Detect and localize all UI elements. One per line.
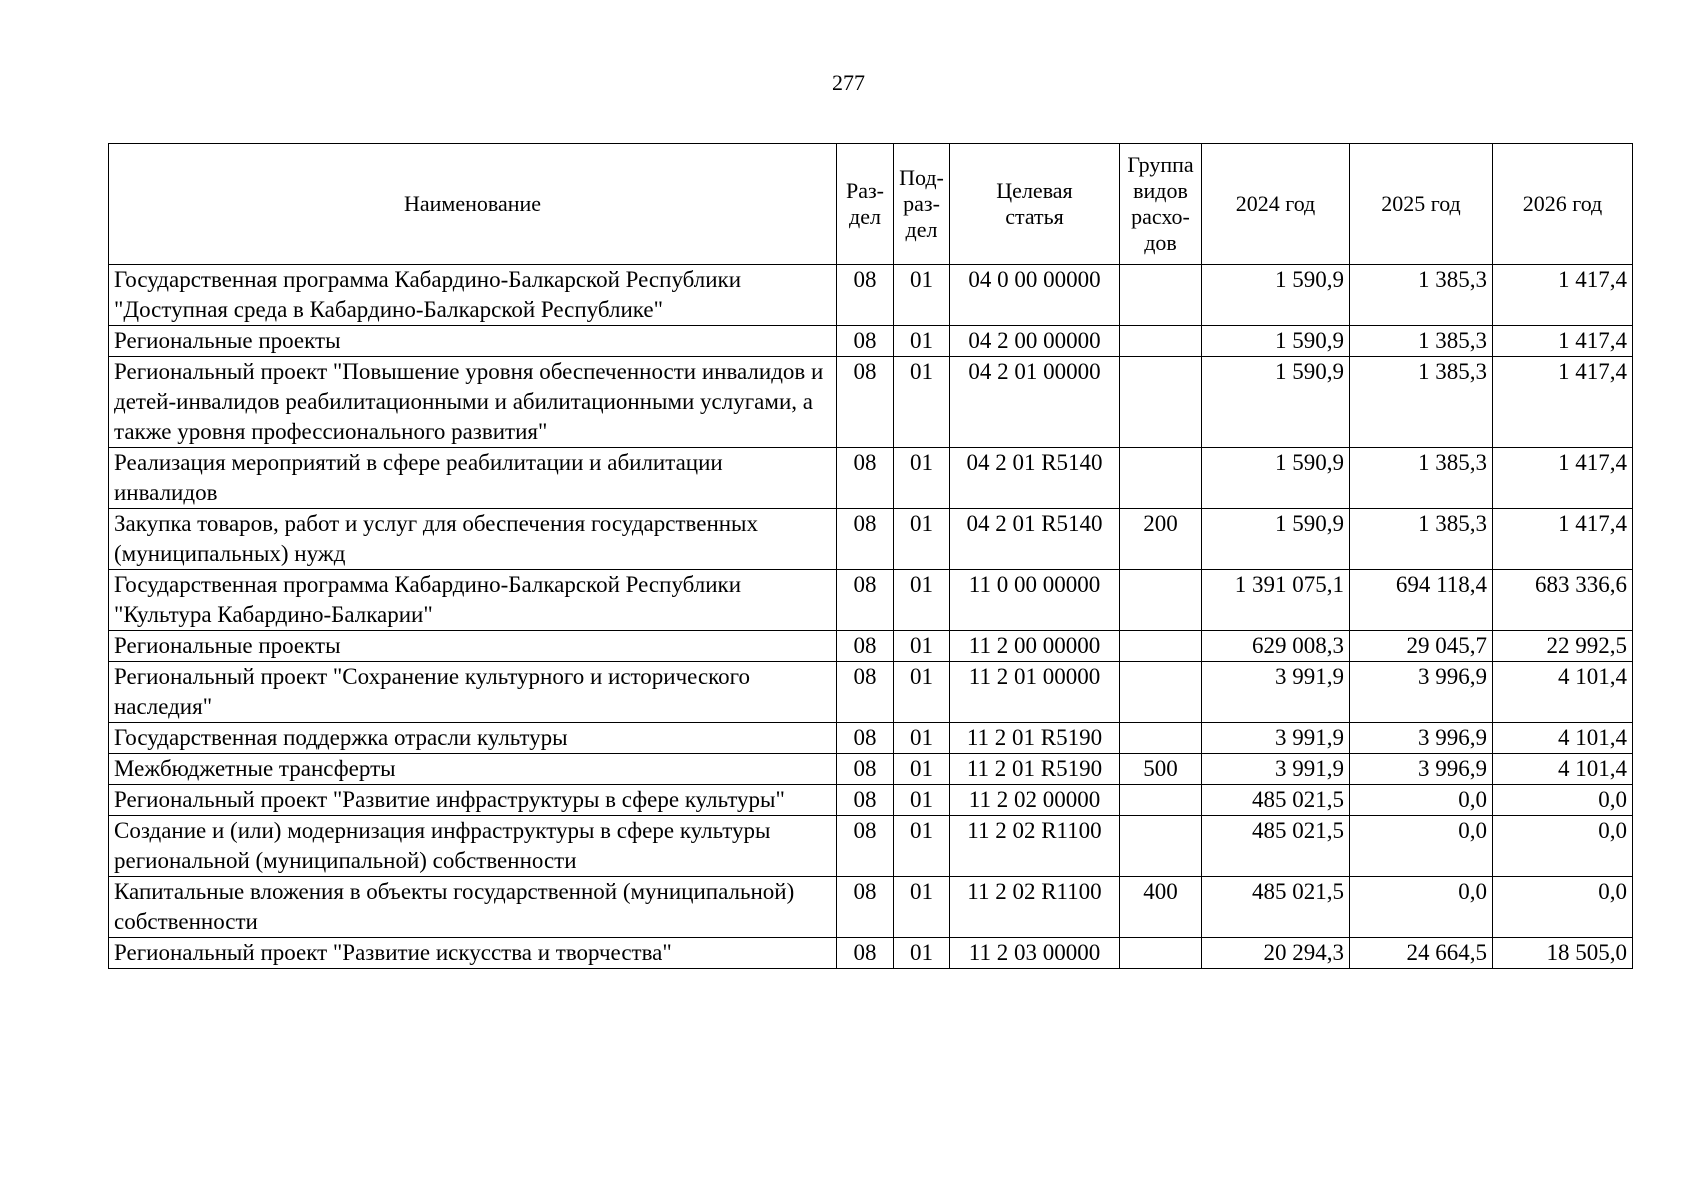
cell-celevaya-statya: 11 2 01 R5190 <box>950 723 1120 754</box>
cell-gruppa <box>1120 357 1202 448</box>
cell-gruppa: 200 <box>1120 509 1202 570</box>
cell-razdel: 08 <box>837 723 894 754</box>
header-2025: 2025 год <box>1350 144 1493 265</box>
cell-podrazdel: 01 <box>894 816 950 877</box>
cell-2025: 29 045,7 <box>1350 631 1493 662</box>
cell-2025: 1 385,3 <box>1350 357 1493 448</box>
cell-name: Создание и (или) модернизация инфраструктуры в сфере культуры региональной (муниципальной) собственности <box>109 816 837 877</box>
page-number: 277 <box>832 70 865 95</box>
cell-name: Капитальные вложения в объекты государственной (муниципальной) собственности <box>109 877 837 938</box>
cell-2026: 0,0 <box>1493 816 1633 877</box>
cell-2026: 0,0 <box>1493 785 1633 816</box>
cell-name: Закупка товаров, работ и услуг для обеспечения государственных (муниципальных) нужд <box>109 509 837 570</box>
cell-celevaya-statya: 04 0 00 00000 <box>950 265 1120 326</box>
cell-2024: 629 008,3 <box>1202 631 1350 662</box>
budget-table <box>108 143 1633 969</box>
cell-razdel: 08 <box>837 662 894 723</box>
header-podrazdel: Под- раз- дел <box>894 144 950 265</box>
cell-razdel: 08 <box>837 938 894 969</box>
cell-gruppa <box>1120 816 1202 877</box>
cell-name: Государственная программа Кабардино-Балкарской Республики "Культура Кабардино-Балкарии" <box>109 570 837 631</box>
cell-gruppa <box>1120 662 1202 723</box>
cell-podrazdel: 01 <box>894 723 950 754</box>
cell-2026: 1 417,4 <box>1493 357 1633 448</box>
cell-celevaya-statya: 11 0 00 00000 <box>950 570 1120 631</box>
cell-celevaya-statya: 11 2 02 R1100 <box>950 816 1120 877</box>
cell-celevaya-statya: 04 2 01 R5140 <box>950 448 1120 509</box>
cell-2025: 0,0 <box>1350 785 1493 816</box>
cell-2025: 694 118,4 <box>1350 570 1493 631</box>
cell-gruppa <box>1120 265 1202 326</box>
cell-podrazdel: 01 <box>894 785 950 816</box>
cell-name: Межбюджетные трансферты <box>109 754 837 785</box>
table-row <box>109 326 1633 357</box>
table-row <box>109 448 1633 509</box>
cell-name: Реализация мероприятий в сфере реабилитации и абилитации инвалидов <box>109 448 837 509</box>
cell-gruppa: 400 <box>1120 877 1202 938</box>
cell-razdel: 08 <box>837 509 894 570</box>
cell-podrazdel: 01 <box>894 326 950 357</box>
cell-gruppa <box>1120 631 1202 662</box>
cell-name: Региональный проект "Повышение уровня обеспеченности инвалидов и детей-инвалидов реабилитационными и абилитационными услугами, а также уровня профессионального развития" <box>109 357 837 448</box>
cell-2024: 3 991,9 <box>1202 723 1350 754</box>
cell-razdel: 08 <box>837 448 894 509</box>
cell-celevaya-statya: 04 2 00 00000 <box>950 326 1120 357</box>
cell-razdel: 08 <box>837 877 894 938</box>
cell-razdel: 08 <box>837 570 894 631</box>
cell-podrazdel: 01 <box>894 448 950 509</box>
cell-2024: 485 021,5 <box>1202 785 1350 816</box>
cell-2024: 1 590,9 <box>1202 326 1350 357</box>
cell-2025: 1 385,3 <box>1350 326 1493 357</box>
cell-celevaya-statya: 11 2 02 R1100 <box>950 877 1120 938</box>
cell-razdel: 08 <box>837 785 894 816</box>
cell-celevaya-statya: 11 2 01 00000 <box>950 662 1120 723</box>
cell-2026: 1 417,4 <box>1493 326 1633 357</box>
cell-gruppa <box>1120 785 1202 816</box>
cell-2025: 1 385,3 <box>1350 265 1493 326</box>
cell-razdel: 08 <box>837 326 894 357</box>
cell-celevaya-statya: 11 2 03 00000 <box>950 938 1120 969</box>
cell-2026: 1 417,4 <box>1493 509 1633 570</box>
cell-2026: 4 101,4 <box>1493 754 1633 785</box>
cell-2024: 1 590,9 <box>1202 357 1350 448</box>
cell-celevaya-statya: 11 2 01 R5190 <box>950 754 1120 785</box>
cell-gruppa <box>1120 570 1202 631</box>
table-row <box>109 265 1633 326</box>
cell-gruppa: 500 <box>1120 754 1202 785</box>
header-razdel: Раз- дел <box>837 144 894 265</box>
cell-podrazdel: 01 <box>894 662 950 723</box>
cell-name: Государственная поддержка отрасли культуры <box>109 723 837 754</box>
cell-podrazdel: 01 <box>894 509 950 570</box>
table-header-row <box>109 144 1633 265</box>
table-row <box>109 570 1633 631</box>
cell-2026: 4 101,4 <box>1493 723 1633 754</box>
cell-celevaya-statya: 04 2 01 R5140 <box>950 509 1120 570</box>
cell-name: Государственная программа Кабардино-Балкарской Республики "Доступная среда в Кабардино-Балкарской Республике" <box>109 265 837 326</box>
cell-2024: 485 021,5 <box>1202 877 1350 938</box>
cell-2024: 3 991,9 <box>1202 662 1350 723</box>
header-gruppa-vidov-rashodov: Группа видов расхо- дов <box>1120 144 1202 265</box>
cell-2024: 1 391 075,1 <box>1202 570 1350 631</box>
table-row <box>109 785 1633 816</box>
cell-2024: 485 021,5 <box>1202 816 1350 877</box>
cell-2024: 1 590,9 <box>1202 448 1350 509</box>
cell-2025: 3 996,9 <box>1350 754 1493 785</box>
table-row <box>109 938 1633 969</box>
cell-gruppa <box>1120 448 1202 509</box>
cell-name: Региональные проекты <box>109 326 837 357</box>
cell-gruppa <box>1120 326 1202 357</box>
table-row <box>109 754 1633 785</box>
table-row <box>109 662 1633 723</box>
cell-2024: 20 294,3 <box>1202 938 1350 969</box>
header-name: Наименование <box>109 144 837 265</box>
cell-podrazdel: 01 <box>894 631 950 662</box>
cell-2026: 18 505,0 <box>1493 938 1633 969</box>
cell-podrazdel: 01 <box>894 265 950 326</box>
cell-2024: 1 590,9 <box>1202 265 1350 326</box>
cell-name: Региональные проекты <box>109 631 837 662</box>
cell-2026: 22 992,5 <box>1493 631 1633 662</box>
cell-2024: 3 991,9 <box>1202 754 1350 785</box>
cell-razdel: 08 <box>837 816 894 877</box>
cell-podrazdel: 01 <box>894 754 950 785</box>
cell-2025: 3 996,9 <box>1350 723 1493 754</box>
cell-2026: 1 417,4 <box>1493 265 1633 326</box>
cell-gruppa <box>1120 938 1202 969</box>
cell-2026: 1 417,4 <box>1493 448 1633 509</box>
cell-celevaya-statya: 11 2 00 00000 <box>950 631 1120 662</box>
table-row <box>109 816 1633 877</box>
header-2026: 2026 год <box>1493 144 1633 265</box>
table-row <box>109 723 1633 754</box>
table-row <box>109 631 1633 662</box>
table-row <box>109 877 1633 938</box>
cell-name: Региональный проект "Развитие искусства и творчества" <box>109 938 837 969</box>
cell-name: Региональный проект "Развитие инфраструктуры в сфере культуры" <box>109 785 837 816</box>
cell-razdel: 08 <box>837 754 894 785</box>
cell-gruppa <box>1120 723 1202 754</box>
cell-razdel: 08 <box>837 631 894 662</box>
cell-podrazdel: 01 <box>894 357 950 448</box>
cell-2024: 1 590,9 <box>1202 509 1350 570</box>
cell-celevaya-statya: 04 2 01 00000 <box>950 357 1120 448</box>
cell-2025: 24 664,5 <box>1350 938 1493 969</box>
cell-2025: 1 385,3 <box>1350 448 1493 509</box>
cell-2026: 0,0 <box>1493 877 1633 938</box>
table-body <box>109 265 1633 969</box>
cell-2025: 0,0 <box>1350 877 1493 938</box>
cell-podrazdel: 01 <box>894 877 950 938</box>
table-row <box>109 509 1633 570</box>
cell-celevaya-statya: 11 2 02 00000 <box>950 785 1120 816</box>
cell-razdel: 08 <box>837 357 894 448</box>
cell-podrazdel: 01 <box>894 570 950 631</box>
cell-razdel: 08 <box>837 265 894 326</box>
header-2024: 2024 год <box>1202 144 1350 265</box>
cell-2025: 0,0 <box>1350 816 1493 877</box>
cell-podrazdel: 01 <box>894 938 950 969</box>
cell-2026: 4 101,4 <box>1493 662 1633 723</box>
cell-2026: 683 336,6 <box>1493 570 1633 631</box>
cell-2025: 1 385,3 <box>1350 509 1493 570</box>
cell-name: Региональный проект "Сохранение культурного и исторического наследия" <box>109 662 837 723</box>
table-row <box>109 357 1633 448</box>
cell-2025: 3 996,9 <box>1350 662 1493 723</box>
header-celevaya-statya: Целевая статья <box>950 144 1120 265</box>
